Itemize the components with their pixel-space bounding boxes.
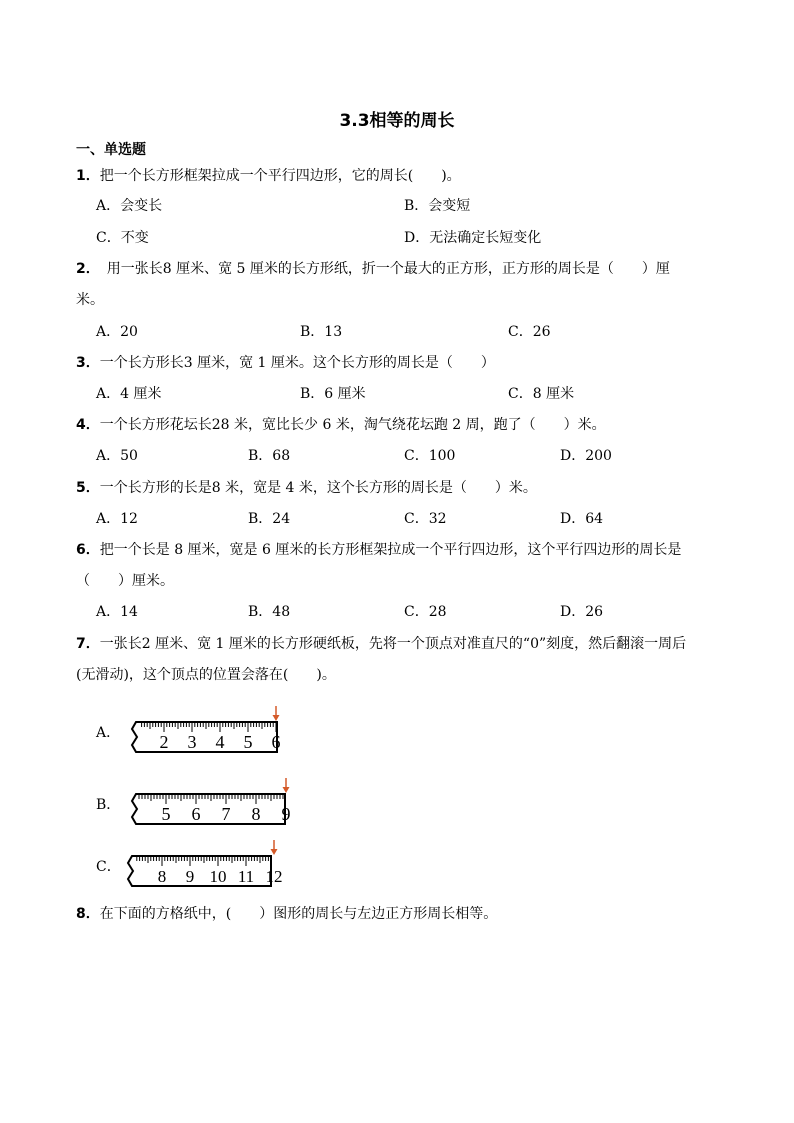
question-6-line-2: （ ）厘米。 <box>76 573 174 589</box>
question-5 <box>76 478 537 498</box>
pointer-arrowhead-icon <box>283 787 290 793</box>
question-number: 4． <box>76 417 100 433</box>
option-a[interactable]: A．会变长 <box>96 198 163 214</box>
question-4 <box>76 415 606 435</box>
question-number: 6． <box>76 542 100 558</box>
option-c[interactable]: C．8 厘米 <box>508 386 575 402</box>
question-7-line-2: (无滑动)，这个顶点的位置会落在( )。 <box>76 667 336 683</box>
section-heading: 一、单选题 <box>76 142 146 158</box>
ruler-number: 5 <box>243 732 253 752</box>
ruler-image-b[interactable] <box>124 776 290 826</box>
option-c[interactable]: C．100 <box>404 448 456 464</box>
option-b[interactable]: B．24 <box>248 511 291 527</box>
question-3 <box>76 353 495 373</box>
ruler-number: 11 <box>237 867 255 886</box>
ruler-number: 10 <box>209 867 227 886</box>
question-7 <box>76 634 686 654</box>
option-a[interactable]: A．14 <box>96 604 138 620</box>
option-a[interactable]: A．4 厘米 <box>96 386 162 402</box>
ruler-number: 5 <box>161 804 171 824</box>
question-text: 在下面的方格纸中，( ）图形的周长与左边正方形周长相等。 <box>99 906 498 922</box>
option-a[interactable]: A．20 <box>96 324 138 340</box>
question-text: 用一张长8 厘米、宽 5 厘米的长方形纸，折一个最大的正方形，正方形的周长是（ ）厘 <box>92 261 670 277</box>
question-number: 3． <box>76 355 100 371</box>
option-c[interactable]: C．不变 <box>96 230 149 246</box>
ruler-number: 2 <box>159 732 169 752</box>
question-text: 把一个长是 8 厘米，宽是 6 厘米的长方形框架拉成一个平行四边形，这个平行四边形的周长是 <box>99 542 682 558</box>
page-title: 3.3相等的周长 <box>339 111 455 131</box>
ruler-number: 6 <box>271 732 281 752</box>
pointer-arrowhead-icon <box>271 849 278 855</box>
option-d[interactable]: D．26 <box>560 604 604 620</box>
question-6 <box>76 540 681 560</box>
ruler-number: 3 <box>187 732 197 752</box>
question-2-line-2: 米。 <box>76 292 104 308</box>
option-c[interactable]: C．32 <box>404 511 447 527</box>
pointer-arrowhead-icon <box>273 715 280 721</box>
question-number: 7． <box>76 636 100 652</box>
option-a[interactable]: A． <box>96 725 121 741</box>
ruler-number: 7 <box>221 804 231 824</box>
ruler-number: 9 <box>185 867 195 886</box>
question-number: 8． <box>76 906 100 922</box>
ruler-number: 9 <box>281 804 291 824</box>
question-number: 5． <box>76 480 100 496</box>
option-b[interactable]: B．会变短 <box>404 198 471 214</box>
ruler-number: 8 <box>251 804 261 824</box>
option-d[interactable]: D．无法确定长短变化 <box>404 230 542 246</box>
question-text: 把一个长方形框架拉成一个平行四边形，它的周长( )。 <box>99 168 461 184</box>
ruler-body <box>132 722 277 752</box>
option-c[interactable]: C． <box>96 859 121 875</box>
ruler-image-c[interactable] <box>118 836 283 891</box>
option-b[interactable]: B．48 <box>248 604 291 620</box>
ruler-image-a[interactable] <box>124 704 282 754</box>
ruler-number: 4 <box>215 732 225 752</box>
option-a[interactable]: A．50 <box>96 448 138 464</box>
ruler-number: 6 <box>191 804 201 824</box>
option-b[interactable]: B． <box>96 797 121 813</box>
question-text: 一个长方形长3 厘米，宽 1 厘米。这个长方形的周长是（ ） <box>99 355 495 371</box>
option-c[interactable]: C．28 <box>404 604 447 620</box>
question-text: 一张长2 厘米、宽 1 厘米的长方形硬纸板，先将一个顶点对准直尺的“0”刻度，然后翻滚一周后 <box>99 636 687 652</box>
option-c[interactable]: C．26 <box>508 324 551 340</box>
question-8 <box>76 904 497 924</box>
question-1 <box>76 166 461 186</box>
option-b[interactable]: B．13 <box>300 324 343 340</box>
option-b[interactable]: B．68 <box>248 448 291 464</box>
ruler-number: 8 <box>157 867 167 886</box>
option-a[interactable]: A．12 <box>96 511 138 527</box>
option-b[interactable]: B．6 厘米 <box>300 386 366 402</box>
question-text: 一个长方形花坛长28 米，宽比长少 6 米，淘气绕花坛跑 2 周，跑了（ ）米。 <box>99 417 606 433</box>
question-number: 2． <box>76 261 93 277</box>
option-d[interactable]: D．200 <box>560 448 612 464</box>
ruler-number: 12 <box>265 867 283 886</box>
question-2 <box>76 259 670 279</box>
option-d[interactable]: D．64 <box>560 511 604 527</box>
question-text: 一个长方形的长是8 米，宽是 4 米，这个长方形的周长是（ ）米。 <box>99 480 537 496</box>
question-number: 1． <box>76 168 100 184</box>
